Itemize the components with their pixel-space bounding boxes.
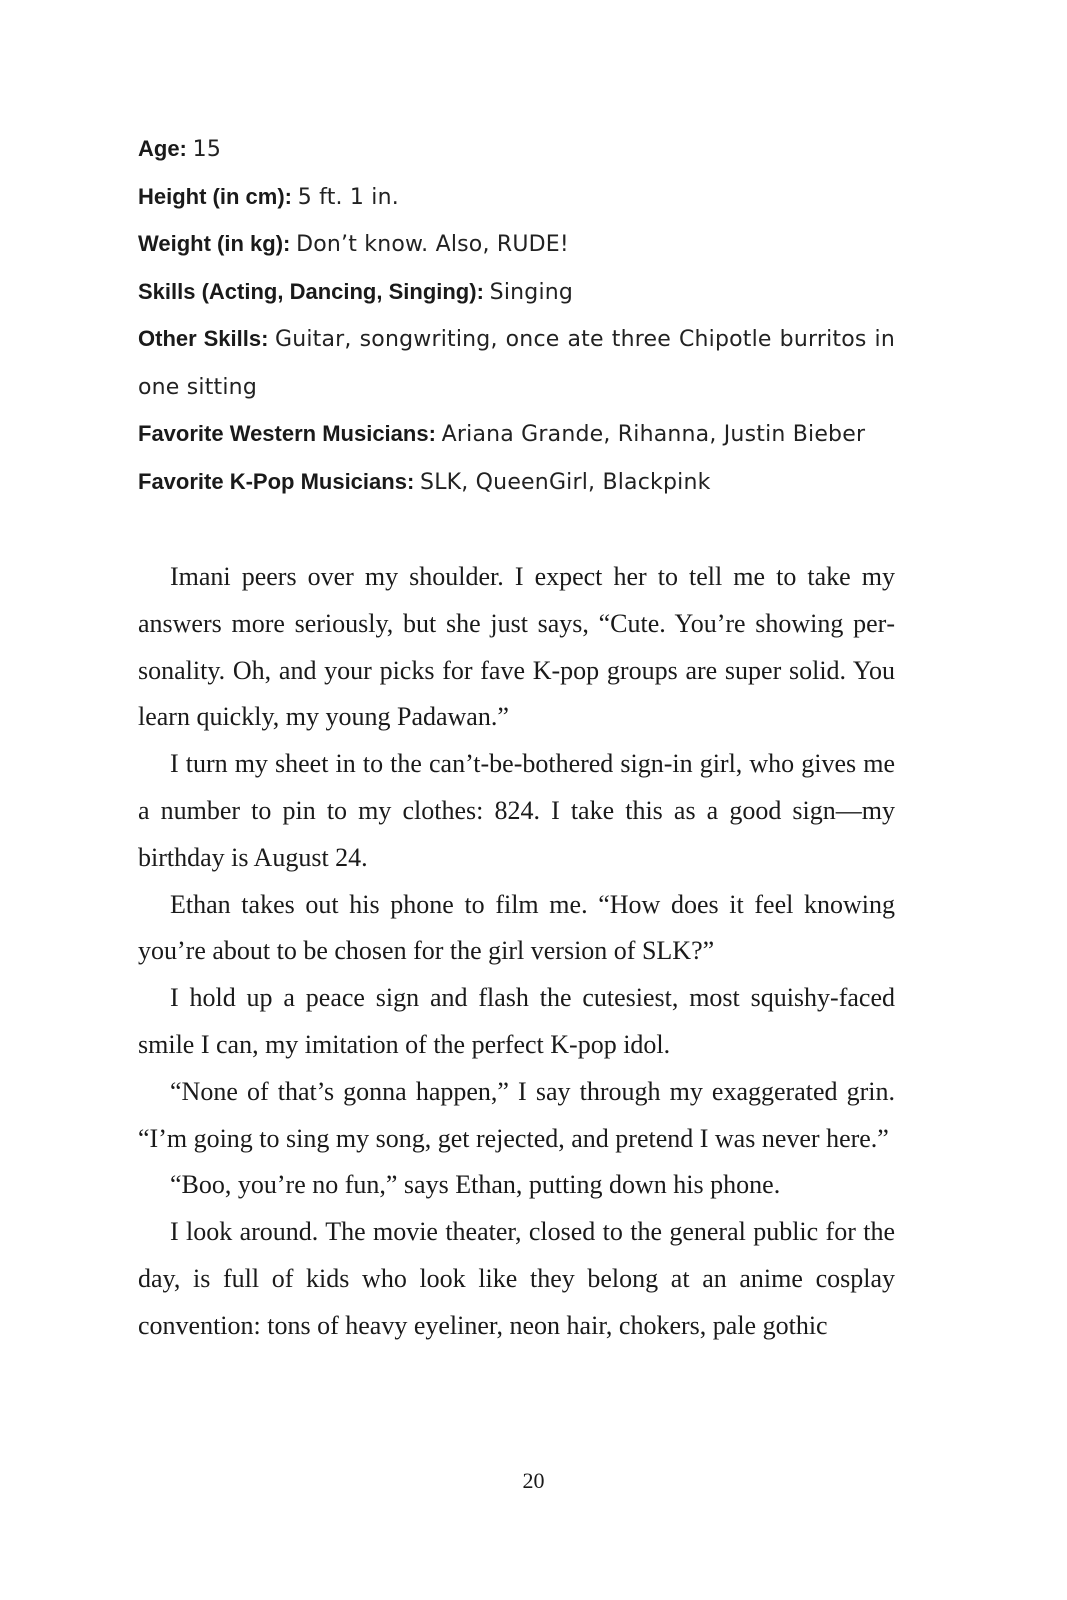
audition-form [138,126,895,506]
form-label: Height (in cm): [138,183,292,209]
paragraph: I look around. The movie theater, closed to the general public for the day, is full of kids who look like they belong at an anime cosplay convention: tons of heavy eyeliner, neon hair, chokers, pale gothic [138,1217,895,1340]
form-label: Weight (in kg): [138,231,291,256]
form-label: Favorite Western Musicians: [138,421,436,446]
form-value: 5 ft. 1 in. [297,184,399,210]
form-field-age [138,126,895,174]
form-value: Singing [489,279,574,305]
form-field-western-musicians [138,411,895,459]
form-field-skills [138,269,895,317]
page-number: 20 [522,1468,545,1493]
form-label: Other Skills: [138,326,269,351]
paragraph: “Boo, you’re no fun,” says Ethan, putting down his phone. [170,1170,781,1200]
paragraph: Ethan takes out his phone to film me. “How does it feel knowing you’re about to be chosen for the girl version of SLK?” [138,889,895,966]
paragraph: Imani peers over my shoulder. I expect her to tell me to take my answers more seriously, but she just says, “Cute. You’re showing personality. Oh, and your picks for fave K-pop groups are super solid. You learn quickly, my young Padawan.” [138,562,895,732]
form-label: Skills (Acting, Dancing, Singing): [138,278,484,304]
form-field-kpop-musicians [138,459,895,507]
form-value: Ariana Grande, Rihanna, Justin Bieber [441,422,866,447]
book-page [138,126,895,1350]
form-label: Age: [138,136,187,161]
form-value: 15 [192,137,222,162]
form-value: Don’t know. Also, RUDE! [296,232,569,257]
paragraph: I hold up a peace sign and flash the cutesiest, most squishy-faced smile I can, my imitation of the perfect K-pop idol. [138,983,895,1059]
form-value: Guitar, songwriting, once ate three Chipotle burritos in one sitting [138,327,895,400]
paragraph: “None of that’s gonna happen,” I say through my exaggerated grin. “I’m going to sing my song, get rejected, and pretend I was never here.” [138,1076,895,1153]
form-field-other-skills [138,316,895,411]
form-value: SLK, QueenGirl, Blackpink [420,469,711,495]
form-label: Favorite K-Pop Musicians: [138,468,415,494]
story-text [138,554,895,1350]
form-field-weight [138,221,895,269]
form-field-height [138,174,895,222]
paragraph: I turn my sheet in to the can’t-be-bothered sign-in girl, who gives me a number to pin to my clothes: 824. I take this as a good sign—my birthday is August 24. [138,749,895,872]
